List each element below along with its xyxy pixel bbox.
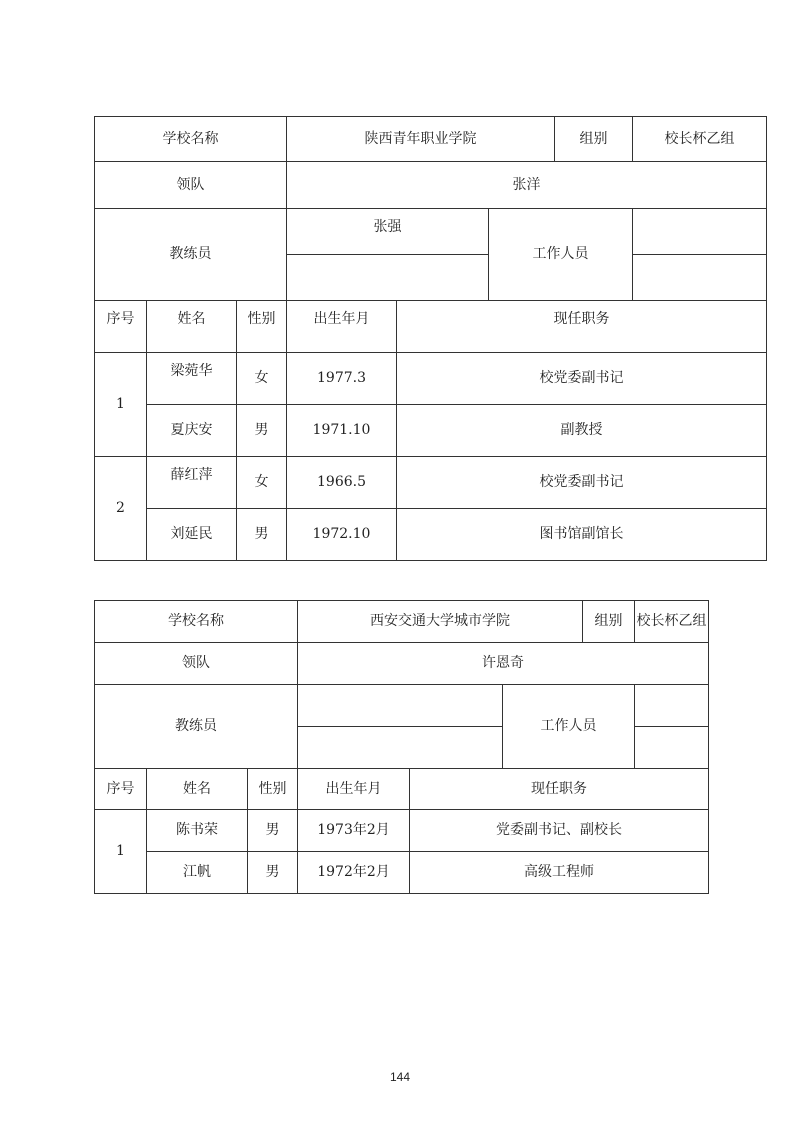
position-header: 现任职务 bbox=[410, 769, 709, 810]
member-birth: 1971.10 bbox=[287, 405, 397, 457]
member-position: 高级工程师 bbox=[410, 852, 709, 894]
team-no: 1 bbox=[95, 810, 147, 894]
coach-value-2 bbox=[298, 727, 503, 769]
coach-value-1: 张强 bbox=[287, 209, 489, 255]
team-registration-table-2 bbox=[94, 600, 709, 894]
leader-value: 许恩奇 bbox=[298, 643, 709, 685]
table-row bbox=[95, 405, 767, 457]
table-row bbox=[95, 457, 767, 509]
group-label: 组别 bbox=[555, 117, 633, 162]
member-gender: 女 bbox=[237, 353, 287, 405]
leader-value: 张洋 bbox=[287, 162, 767, 209]
school-name-label: 学校名称 bbox=[95, 601, 298, 643]
member-name: 夏庆安 bbox=[147, 405, 237, 457]
school-name-label: 学校名称 bbox=[95, 117, 287, 162]
member-name: 刘延民 bbox=[147, 509, 237, 561]
page-number: 144 bbox=[389, 1070, 411, 1084]
birth-header: 出生年月 bbox=[287, 301, 397, 353]
member-gender: 男 bbox=[237, 405, 287, 457]
group-label: 组别 bbox=[583, 601, 635, 643]
member-position: 党委副书记、副校长 bbox=[410, 810, 709, 852]
member-position: 校党委副书记 bbox=[397, 457, 767, 509]
member-gender: 男 bbox=[248, 852, 298, 894]
no-header: 序号 bbox=[95, 301, 147, 353]
coach-value-2 bbox=[287, 255, 489, 301]
staff-label: 工作人员 bbox=[503, 685, 635, 769]
member-birth: 1966.5 bbox=[287, 457, 397, 509]
coach-label: 教练员 bbox=[95, 685, 298, 769]
member-name: 薛红萍 bbox=[147, 457, 237, 509]
member-position: 副教授 bbox=[397, 405, 767, 457]
member-birth: 1973年2月 bbox=[298, 810, 410, 852]
name-header: 姓名 bbox=[147, 769, 248, 810]
staff-value-2 bbox=[633, 255, 767, 301]
member-name: 江帆 bbox=[147, 852, 248, 894]
team-no: 1 bbox=[95, 353, 147, 457]
gender-header: 性别 bbox=[237, 301, 287, 353]
name-header: 姓名 bbox=[147, 301, 237, 353]
position-header: 现任职务 bbox=[397, 301, 767, 353]
member-gender: 男 bbox=[237, 509, 287, 561]
staff-value-1 bbox=[633, 209, 767, 255]
group-value: 校长杯乙组 bbox=[633, 117, 767, 162]
coach-value-1 bbox=[298, 685, 503, 727]
member-gender: 男 bbox=[248, 810, 298, 852]
member-birth: 1972.10 bbox=[287, 509, 397, 561]
staff-label: 工作人员 bbox=[489, 209, 633, 301]
staff-value-1 bbox=[635, 685, 709, 727]
team-registration-table-1 bbox=[94, 116, 767, 561]
team-no: 2 bbox=[95, 457, 147, 561]
member-name: 陈书荣 bbox=[147, 810, 248, 852]
gender-header: 性别 bbox=[248, 769, 298, 810]
member-gender: 女 bbox=[237, 457, 287, 509]
leader-label: 领队 bbox=[95, 162, 287, 209]
table-row bbox=[95, 852, 709, 894]
no-header: 序号 bbox=[95, 769, 147, 810]
member-birth: 1977.3 bbox=[287, 353, 397, 405]
school-name-value: 陕西青年职业学院 bbox=[287, 117, 555, 162]
table-row bbox=[95, 810, 709, 852]
table-row bbox=[95, 509, 767, 561]
leader-label: 领队 bbox=[95, 643, 298, 685]
member-name: 梁菀华 bbox=[147, 353, 237, 405]
staff-value-2 bbox=[635, 727, 709, 769]
coach-label: 教练员 bbox=[95, 209, 287, 301]
member-position: 校党委副书记 bbox=[397, 353, 767, 405]
school-name-value: 西安交通大学城市学院 bbox=[298, 601, 583, 643]
member-position: 图书馆副馆长 bbox=[397, 509, 767, 561]
table-row bbox=[95, 353, 767, 405]
birth-header: 出生年月 bbox=[298, 769, 410, 810]
member-birth: 1972年2月 bbox=[298, 852, 410, 894]
group-value: 校长杯乙组 bbox=[635, 601, 709, 643]
